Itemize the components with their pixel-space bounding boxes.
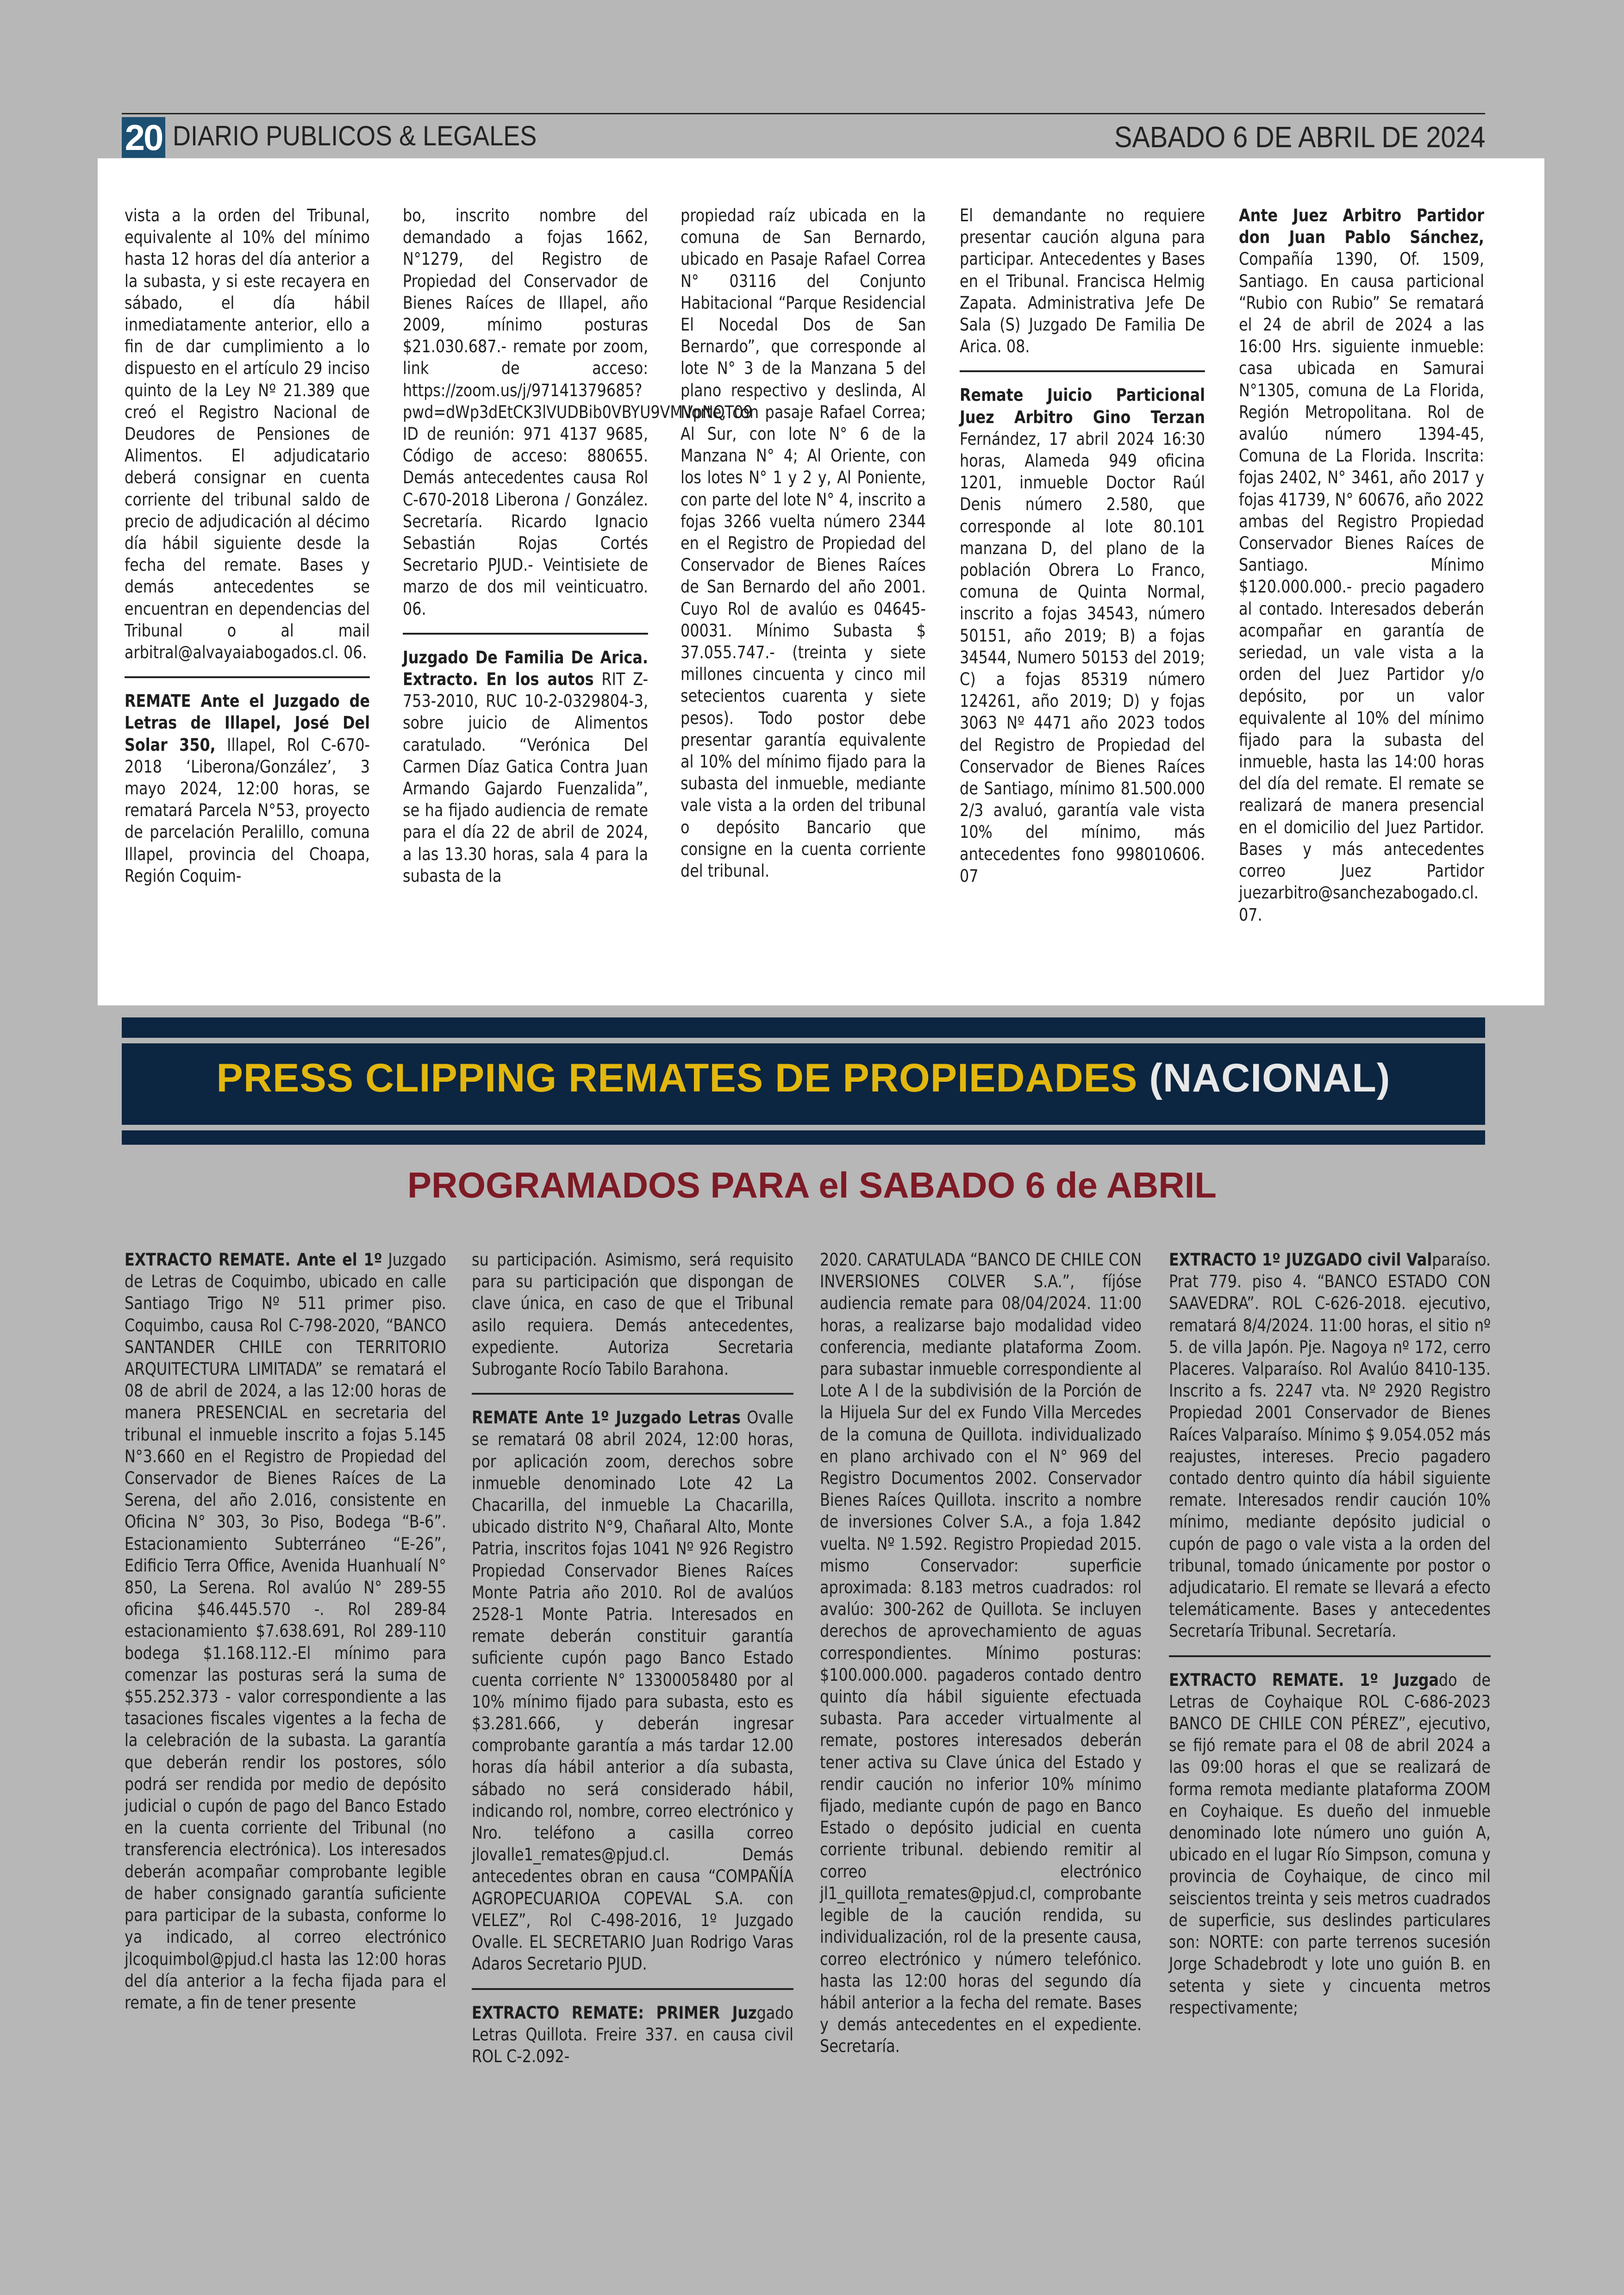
top-column-1 [125, 205, 370, 887]
notice-lead: REMATE Ante 1º Juzgado Letras [472, 1408, 741, 1428]
banner [122, 1017, 1485, 1145]
banner-title-main: PRESS CLIPPING REMATES DE PROPIEDADES [216, 1056, 1138, 1100]
notice-body: Ovalle se rematará 08 abril 2024, 12:00 horas, por aplicación zoom, derechos sobre inmueble denominado Lote 42 La Chacarilla, del inmueble La Chacarilla, ubicado distrito N°9, Chañaral Alto, Monte Patria, inscritos fojas 1041 Nº 926 Registro Propiedad Conservador Bienes Raíces Monte Patria año 2010. Rol de avalúos 2528-1 Monte Patria. Interesados en remate deberán constituir garantía suficiente cupón pago Banco Estado cuenta corriente N° 13300058480 por al 10% mínimo fijado para subasta, esto es $3.281.666, y deberán ingresar comprobante garantía a más tardar 12.00 horas día hábil anterior a día subasta, sábado no será considerado hábil, indicando rol, nombre, correo electrónico y Nro. teléfono a casilla correo jlovalle1_remates@pjud.cl. Demás antecedentes obran en causa “COMPAÑÍA AGROPECUARIOA COPEVAL S.A. con VELEZ”, Rol C-498-2016, 1º Juzgado Ovalle. EL SECRETARIO Juan Rodrigo Varas Adaros Secretario PJUD. [472, 1408, 793, 1974]
notice-body: paraíso. Prat 779. piso 4. “BANCO ESTADO CON SAAVEDRA”. ROL C-626-2018. ejecutivo, rematará 8/4/2024. 11:00 horas, el sitio nº 5. de villa Japón. Pje. Nagoya nº 172, cerro Placeres. Valparaíso. Rol Avalúo 8410-135. Inscrito a fs. 2247 vta. Nº 2920 Registro Propiedad 2001 Conservador de Bienes Raíces Valparaíso. Mínimo $ 9.054.052 más reajustes, intereses. Precio pagadero contado dentro quinto día hábil siguiente remate. Interesados rendir caución 10% mínimo, mediante depósito judicial o cupón de pago o vale vista a la orden del tribunal, tomado únicamente por postor o adjudicatario. El remate se llevará a efecto telemáticamente. Bases y antecedentes Secretaría Tribunal. Secretaría. [1169, 1250, 1491, 1641]
page-header [122, 113, 1485, 160]
notice-lead: EXTRACTO REMATE: PRIMER Juz [472, 2002, 757, 2023]
notice-text [820, 1249, 1142, 2058]
notice-text [472, 2002, 793, 2068]
top-column-3 [681, 205, 926, 882]
notice-divider [960, 370, 1205, 372]
top-column-4 [960, 205, 1205, 887]
bottom-column-2 [472, 1249, 793, 2067]
notice-text [1239, 205, 1484, 926]
publication-name: DIARIO PUBLICOS & LEGALES [173, 120, 537, 151]
notice-text [125, 1249, 446, 2014]
bottom-column-4 [1169, 1249, 1491, 2019]
banner-stripe-top [122, 1038, 1485, 1043]
notice-divider [125, 676, 370, 678]
notice-body: su participación. Asimismo, será requisito para su participación que dispongan de clave única, en caso de que el Tribunal asilo requiera. Demás antecedentes, expediente. Autoriza Secretaria Subrogante Rocío Tabilo Barahona. [472, 1250, 793, 1379]
publication-date: SABADO 6 DE ABRIL DE 2024 [1114, 120, 1485, 154]
notice-body: gado Letras Quillota. Freire 337. en causa civil ROL C-2.092- [472, 2002, 793, 2066]
notice-lead: Ante Juez Arbitro Partidor don Juan Pablo Sánchez, [1239, 206, 1484, 248]
bottom-column-1 [125, 1249, 446, 2014]
notice-text [403, 647, 648, 887]
notice-body: vista a la orden del Tribunal, equivalente al 10% del mínimo hasta 12 horas del día anterior a la subasta, y si este recayera en sábado, el día hábil inmediatamente anterior, ello a fin de dar cumplimiento a lo dispuesto en el artículo 29 inciso quinto de la Ley Nº 21.389 que creó el Registro Nacional de Deudores de Pensiones de Alimentos. El adjudicatario deberá consignar en cuenta corriente del tribunal saldo de precio de adjudicación al décimo día hábil siguiente desde la fecha del remate. Bases y demás antecedentes se encuentran en dependencias del Tribunal o al mail arbitral@alvayaiabogados.cl. 06. [125, 206, 370, 663]
notice-text [960, 384, 1205, 887]
bottom-column-3 [820, 1249, 1142, 2058]
notice-body: do de Letras de Coyhaique ROL C-686-2023 BANCO DE CHILE CON PÉREZ”, ejecutivo, se fijó remate para el 08 de abril 2024 a las 09:00 horas el que se realizará de forma remota mediante plataforma ZOOM en Coyhaique. Es dueño del inmueble denominado lote número uno guión A, ubicado en el lugar Río Simpson, comuna y provincia de Coyhaique, de cinco mil seiscientos treinta y seis metros cuadrados de superficie, sus deslindes particulares son: NORTE: con parte terrenos sucesión Jorge Schadebrodt y lote uno guión B. en setenta y siete y cincuenta metros respectivamente; [1169, 1670, 1491, 2018]
notice-divider [403, 633, 648, 635]
notice-text [681, 205, 926, 882]
notice-lead: EXTRACTO REMATE. 1º Juzga [1169, 1670, 1439, 1690]
notice-lead: EXTRACTO 1º JUZGADO civil Val [1169, 1250, 1432, 1270]
banner-stripe-bottom [122, 1125, 1485, 1130]
notice-text [1169, 1249, 1491, 1642]
notice-body: Compañía 1390, Of. 1509, Santiago. En causa particional “Rubio con Rubio” Se rematará el 24 de abril de 2024 a las 16:00 Hrs. siguiente inmueble: casa ubicada en Samurai N°1305, comuna de La Florida, Región Metropolitana. Rol de avalúo número 1394-45, Comuna de La Florida. Inscrita: fojas 2402, N° 3461, año 2017 y fojas 41739, N° 60676, año 2022 ambas del Registro Propiedad Conservador Bienes Raíces de Santiago. Mínimo $120.000.000.- precio pagadero al contado. Interesados deberán acompañar en garantía de seriedad, un vale vista a la orden del Juez Partidor y/o depósito, por un valor equivalente al 10% del mínimo fijado para la subasta del inmueble, hasta las 14:00 horas del día del remate. El remate se realizará de manera presencial en el domicilio del Juez Partidor. Bases y más antecedentes correo Juez Partidor juezarbitro@sanchezabogado.cl. 07. [1239, 249, 1484, 925]
notice-body: 2020. CARATULADA “BANCO DE CHILE CON INVERSIONES COLVER S.A.”, fíjóse audiencia remate para 08/04/2024. 11:00 horas, a realizarse bajo modalidad video conferencia, mediante plataforma Zoom. para subastar inmueble correspondiente al Lote A l de la subdivisión de la Porción de la Hijuela Sur del ex Fundo Villa Mercedes de la comuna de Quillota. individualizado en plano archivado con el N° 969 del Registro Documentos 2002. Conservador Bienes Raíces Quillota. inscrito a nombre de inversiones Colver S.A., a foja 1.842 vuelta. Nº 1.592. Registro Propiedad 2015. mismo Conservador: superficie aproximada: 8.183 metros cuadrados: rol avalúo: 300-262 de Quillota. Se incluyen derechos de aprovechamiento de aguas correspondientes. Mínimo posturas: $100.000.000. pagaderos contado dentro quinto día hábil siguiente efectuada subasta. Para acceder virtualmente al remate, postores interesados deberán tener activa su Clave única del Estado y rendir caución no inferior 10% mínimo fijado, mediante cupón de pago en Banco Estado o depósito judicial en cuenta corriente tribunal. debiendo remitir al correo electrónico jl1_quillota_remates@pjud.cl, comprobante legible de la caución rendida, su individualización, rol de la presente causa, correo electrónico y número telefónico. hasta las 12:00 horas del segundo día hábil anterior a la fecha del remate. Bases y demás antecedentes en el expediente. Secretaría. [820, 1250, 1142, 2057]
banner-title [122, 1055, 1485, 1101]
notice-text [472, 1249, 793, 1380]
notice-divider [472, 1393, 793, 1395]
notice-body: bo, inscrito nombre del demandado a fojas 1662, N°1279, del Registro de Propiedad del Conservador de Bienes Raíces de Illapel, año 2009, mínimo posturas $21.030.687.- remate por zoom, link de acceso: https://zoom.us/j/97141379685?pwd=dWp3dEtCK3lVUDBib0VBYU9VMVpNQT09 ID de reunión: 971 4137 9685, Código de acceso: 880655. Demás antecedentes causa Rol C-670-2018 Liberona / González. Secretaría. Ricardo Ignacio Sebastián Rojas Cortés Secretario PJUD.- Veintisiete de marzo de dos mil veinticuatro. 06. [403, 206, 753, 619]
notice-lead: EXTRACTO REMATE. Ante el 1º [125, 1250, 382, 1270]
notice-text [472, 1407, 793, 1975]
notice-body: Illapel, Rol C-670-2018 ‘Liberona/González’, 3 mayo 2024, 12:00 horas, se rematará Parcela N°53, proyecto de parcelación Peralillo, comuna Illapel, provincia del Choapa, Región Coquim- [125, 735, 370, 886]
notice-text [403, 205, 753, 620]
page-number: 20 [122, 117, 165, 158]
top-column-5 [1239, 205, 1484, 926]
notice-text [960, 205, 1205, 357]
section-subtitle: PROGRAMADOS PARA el SABADO 6 de ABRIL [407, 1165, 1217, 1205]
notice-text [125, 690, 370, 887]
notice-lead: REMATE Ante el Juzgado de Letras de Illapel, José Del Solar 350, [125, 691, 370, 755]
notice-body: RIT Z-753-2010, RUC 10-2-0329804-3, sobre juicio de Alimentos caratulado. “Verónica Del Carmen Díaz Gatica Contra Juan Armando Gajardo Fuenzalida”, se ha fijado audiencia de remate para el día 22 de abril de 2024, a las 13.30 horas, sala 4 para la subasta de la [403, 669, 648, 886]
notice-divider [1169, 1655, 1491, 1657]
notice-body: El demandante no requiere presentar caución alguna para participar. Antecedentes y Bases en el Tribunal. Francisca Helmig Zapata. Administrativa Jefe De Sala (S) Juzgado De Familia De Arica. 08. [960, 206, 1205, 357]
notice-body: Juzgado de Letras de Coquimbo, ubicado en calle Santiago Trigo Nº 511 primer piso. Coquimbo, causa Rol C-798-2020, “BANCO SANTANDER CHILE con TERRITORIO ARQUITECTURA LIMITADA” se rematará el 08 de abril de 2024, a las 12:00 horas de manera PRESENCIAL en secretaria del tribunal el inmueble inscrito a fojas 5.145 N°3.660 en el Registro de Propiedad del Conservador de Bienes Raíces de La Serena, del año 2.016, consistente en Oficina N° 303, 3o Piso, Bodega “B-6”. Estacionamiento Subterráneo “E-26”, Edificio Terra Office, Avenida Huanhualí N° 850, La Serena. Rol avalúo N° 289-55 oficina $46.445.570 -. Rol 289-84 estacionamiento $7.638.691, Rol 289-110 bodega $1.168.112.-El mínimo para comenzar las posturas será la suma de $55.252.373 - valor correspondiente a las tasaciones fiscales vigentes a la fecha de la celebración de la subasta. La garantía que deberán rendir los postores, sólo podrá ser rendida por medio de depósito judicial o cupón de pago del Banco Estado en la cuenta corriente del Tribunal (no transferencia electrónica). Los interesados deberán acompañar comprobante legible de haber consignado garantía suficiente para participar de la subasta, conforme lo ya indicado, al correo electrónico jlcoquimbol@pjud.cl hasta las 12:00 horas del día anterior a la fecha fijada para el remate, a fin de tener presente [125, 1250, 446, 2013]
notice-divider [472, 1988, 793, 1990]
notice-lead: Juzgado De Familia De Arica. Extracto. En los autos [403, 647, 648, 690]
notice-lead: Remate Juicio Particional Juez Arbitro Gino Terzan [960, 385, 1205, 427]
notice-body: Fernández, 17 abril 2024 16:30 horas, Alameda 949 oficina 1201, inmueble Doctor Raúl Denis número 2.580, que corresponde al lote 80.101 manzana D, del plano de la población Obrera Lo Franco, comuna de Quinta Normal, inscrito a fojas 34543, número 50151, año 2019; B) a fojas 34544, Numero 50153 del 2019; C) a fojas 85319 número 124261, año 2019; D) y fojas 3063 Nº 4471 año 2023 todos del Registro de Propiedad del Conservador de Bienes Raíces de Santiago, mínimo 81.500.000 2/3 avaluó, garantía vale vista 10% del mínimo, más antecedentes fono 998010606. 07 [960, 429, 1205, 886]
notice-text [1169, 1669, 1491, 2019]
banner-title-suffix: (NACIONAL) [1149, 1056, 1391, 1100]
notice-body: propiedad raíz ubicada en la comuna de San Bernardo, ubicado en Pasaje Rafael Correa N° 03116 del Conjunto Habitacional “Parque Residencial El Nocedal Dos de San Bernardo”, que corresponde al lote N° 3 de la Manzana 5 del plano respectivo y deslinda, Al Norte, con pasaje Rafael Correa; Al Sur, con lote N° 6 de la Manzana N° 4; Al Oriente, con los lotes N° 1 y 2 y, Al Poniente, con parte del lote N° 4, inscrito a fojas 3266 vuelta número 2344 en el Registro de Propiedad del Conservador de Bienes Raíces de San Bernardo del año 2001. Cuyo Rol de avalúo es 04645-00031. Mínimo Subasta $ 37.055.747.- (treinta y siete millones cincuenta y cinco mil setecientos cuarenta y siete pesos). Todo postor debe presentar garantía equivalente al 10% del mínimo fijado para la subasta del inmueble, mediante vale vista a la orden del tribunal o depósito Bancario que consigne en la cuenta corriente del tribunal. [681, 206, 926, 881]
notice-text [125, 205, 370, 663]
top-column-2 [403, 205, 753, 887]
